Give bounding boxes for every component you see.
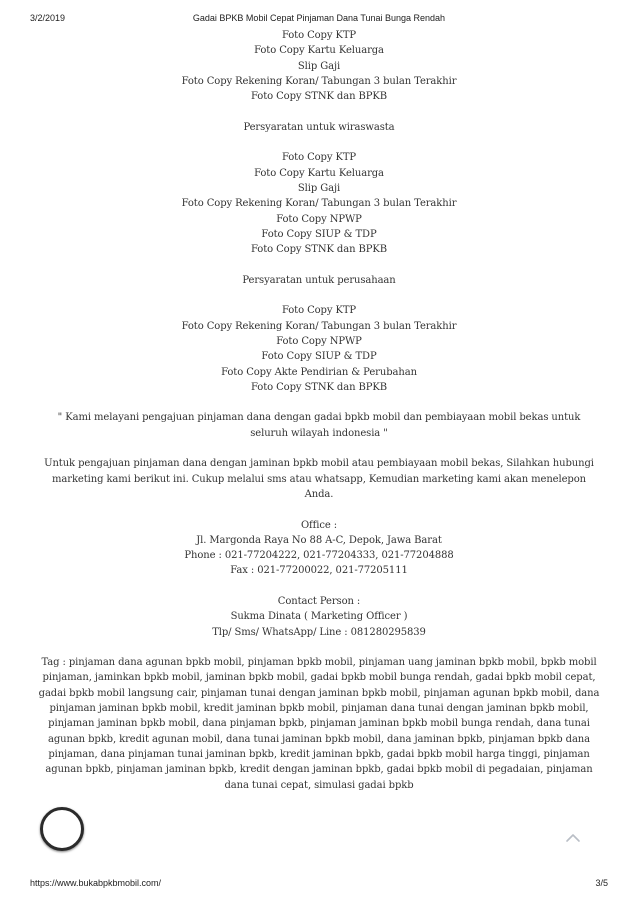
requirement-item: Foto Copy NPWP bbox=[276, 213, 362, 225]
office-fax: Fax : 021-77200022, 021-77205111 bbox=[230, 565, 408, 577]
print-header bbox=[0, 13, 638, 27]
requirement-item: Foto Copy Akte Pendirian & Perubahan bbox=[221, 366, 417, 378]
requirement-item: Foto Copy Kartu Keluarga bbox=[254, 167, 384, 179]
chevron-up-icon[interactable] bbox=[565, 832, 581, 844]
floating-action-button[interactable] bbox=[40, 807, 84, 851]
office-phone: Phone : 021-77204222, 021-77204333, 021-77204888 bbox=[184, 550, 454, 562]
requirement-item: Foto Copy SIUP & TDP bbox=[261, 228, 377, 240]
tag-list: Tag : pinjaman dana agunan bpkb mobil, pinjaman bpkb mobil, pinjaman uang jaminan bpkb mobil, bpkb mobil pinjaman, jaminkan bpkb mobil, jaminan bpkb mobil, gadai bpkb mobil bunga rendah, gadai bpkb mobil cepat, gadai bpkb mobil langsung cair, pinjaman tunai dengan jaminan bpkb mobil, pinjaman agunan bpkb mobil, dana pinjaman jaminan bpkb mobil, kredit jaminan bpkb mobil, pinjaman dana tunai dengan jaminan bpkb mobil, pinjaman jaminan bpkb mobil, dana pinjaman bpkb, pinjaman jaminan bpkb mobil bunga rendah, dana tunai agunan bpkb, kredit agunan mobil, dana tunai jaminan bpkb mobil, dana jaminan bpkb, pinjaman bpkb dana pinjaman, dana pinjaman tunai jaminan bpkb, kredit jaminan bpkb, gadai bpkb mobil harga tinggi, pinjaman agunan bpkb, pinjaman jaminan bpkb, kredit dengan jaminan bpkb, gadai bpkb mobil di pegadaian, pinjaman dana tunai cepat, simulasi gadai bpkb bbox=[38, 657, 600, 791]
print-title: Gadai BPKB Mobil Cepat Pinjaman Dana Tunai Bunga Rendah bbox=[192, 13, 446, 23]
office-address: Jl. Margonda Raya No 88 A-C, Depok, Jawa Barat bbox=[196, 534, 442, 546]
requirement-item: Foto Copy Rekening Koran/ Tabungan 3 bulan Terakhir bbox=[181, 75, 457, 87]
requirement-item: Foto Copy KTP bbox=[281, 305, 357, 317]
section-heading-perusahaan: Persyaratan untuk perusahaan bbox=[242, 274, 396, 286]
requirement-item: Foto Copy Rekening Koran/ Tabungan 3 bulan Terakhir bbox=[181, 320, 457, 332]
requirement-item: Foto Copy STNK dan BPKB bbox=[250, 91, 388, 103]
requirement-item: Foto Copy KTP bbox=[281, 30, 357, 41]
requirement-item: Foto Copy KTP bbox=[281, 152, 357, 164]
page-number: 3/5 bbox=[595, 878, 608, 888]
requirement-item: Slip Gaji bbox=[297, 60, 341, 72]
contact-label: Contact Person : bbox=[277, 595, 361, 607]
requirement-item: Foto Copy NPWP bbox=[276, 335, 362, 347]
print-date: 3/2/2019 bbox=[30, 13, 66, 23]
contact-phone: Tlp/ Sms/ WhatsApp/ Line : 081280295839 bbox=[212, 626, 426, 638]
print-footer bbox=[0, 878, 638, 892]
requirement-item: Foto Copy SIUP & TDP bbox=[261, 351, 377, 363]
requirement-item: Foto Copy Kartu Keluarga bbox=[254, 45, 384, 57]
contact-name: Sukma Dinata ( Marketing Officer ) bbox=[230, 611, 408, 623]
section-heading-wiraswasta: Persyaratan untuk wiraswasta bbox=[243, 121, 395, 133]
call-to-action: Untuk pengajuan pinjaman dana dengan jaminan bpkb mobil atau pembiayaan mobil bekas, Silahkan hubungi marketing kami berikut ini. Cukup melalui sms atau whatsapp, Kemudian marketing kami akan menelepon Anda. bbox=[44, 458, 594, 500]
requirement-item: Foto Copy STNK dan BPKB bbox=[250, 244, 388, 256]
requirement-item: Slip Gaji bbox=[297, 182, 341, 194]
requirement-item: Foto Copy STNK dan BPKB bbox=[250, 381, 388, 393]
requirement-item: Foto Copy Rekening Koran/ Tabungan 3 bulan Terakhir bbox=[181, 198, 457, 210]
service-quote: " Kami melayani pengajuan pinjaman dana dengan gadai bpkb mobil dan pembiayaan mobil bekas untuk seluruh wilayah indonesia " bbox=[57, 412, 581, 439]
office-label: Office : bbox=[300, 519, 338, 531]
print-url: https://www.bukabpkbmobil.com/ bbox=[30, 878, 162, 888]
article-body bbox=[38, 28, 600, 793]
